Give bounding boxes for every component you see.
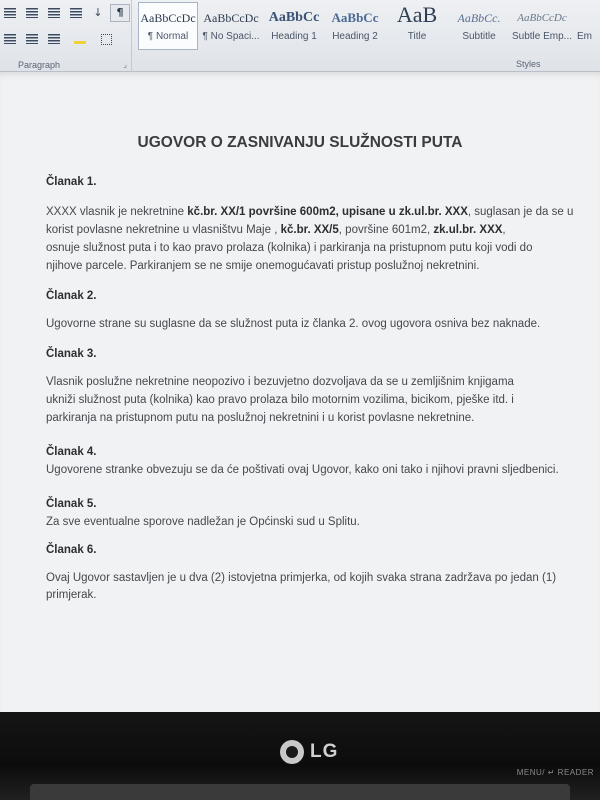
align-right-button[interactable]	[0, 30, 20, 48]
style-name: Em	[577, 31, 592, 42]
article-3-line-3: parkiranja na pristupnom putu na poslužnoj nekretnini i u korist povlasne nekretnine.	[46, 412, 475, 424]
article-2-line-1: Ugovorne strane su suglasne da se služnost puta iz članka 2. ovog ugovora osniva bez naknade.	[46, 318, 541, 330]
sort-button[interactable]	[88, 4, 108, 22]
style-name: Subtle Emp...	[511, 31, 573, 42]
bullets-button[interactable]	[0, 4, 20, 22]
style-name: Title	[407, 31, 427, 42]
shading-button[interactable]	[70, 30, 90, 48]
borders-button[interactable]	[96, 30, 116, 48]
styles-gallery	[136, 0, 600, 58]
pilcrow-icon: ¶	[116, 6, 124, 19]
style-name: ¶ Normal	[147, 31, 189, 42]
border-icon	[101, 34, 112, 45]
article-2-heading: Članak 2.	[46, 290, 97, 302]
style-sample: AaBbCcDc	[140, 11, 196, 25]
style-sample	[577, 3, 599, 31]
style-sample: AaBbCcDc	[203, 11, 259, 25]
style-title[interactable]	[386, 2, 448, 50]
article-1-heading: Članak 1.	[46, 176, 97, 188]
article-6-line-1: Ovaj Ugovor sastavljen je u dva (2) istovjetna primjerka, od kojih svaka strana zadržava po jedan (1)	[46, 572, 557, 584]
styles-group-label: Styles	[516, 59, 541, 69]
lg-face-icon	[280, 740, 304, 764]
show-formatting-button[interactable]	[110, 4, 130, 22]
style-sample: AaBbCc	[268, 10, 320, 25]
style-emphasis[interactable]	[576, 2, 600, 50]
monitor-controls-label: MENU/ ↵ READER	[516, 768, 594, 777]
justify-button[interactable]	[22, 30, 42, 48]
article-1-line-3: osnuje služnost puta i to kao pravo prolaza (kolnika) i parkiranja na pristupnom putu koji vodi do	[46, 242, 533, 254]
lg-logo	[280, 739, 338, 765]
paint-bucket-icon	[74, 33, 86, 44]
article-6-heading: Članak 6.	[46, 544, 97, 556]
style-heading-2[interactable]	[326, 2, 384, 50]
decrease-indent-button[interactable]	[44, 4, 64, 22]
style-name: Subtitle	[462, 31, 496, 42]
document-page[interactable]	[0, 72, 600, 712]
style-name: Heading 1	[271, 31, 317, 42]
article-1-line-2: korist povlasne nekretnine u vlasništvu Maje , kč.br. XX/5, površine 601m2, zk.ul.br. XXX,	[46, 224, 506, 236]
article-1-line-4: njihove parcele. Parkiranjem se ne smije onemogućavati pristup poslužnoj nekretnini.	[46, 260, 480, 272]
article-3-line-2: ukniži služnost puta (kolnika) kao pravo prolaza bilo motornim vozilima, bicikom, pješke itd. i	[46, 394, 514, 406]
style-no-spacing[interactable]	[200, 2, 262, 50]
article-4-line-1: Ugovorene stranke obvezuju se da će poštivati ovaj Ugovor, kako oni tako i njihovi pravni sljedbenici.	[46, 464, 559, 476]
sort-icon: ↓	[93, 6, 103, 19]
article-3-heading: Članak 3.	[46, 348, 97, 360]
style-sample: AaBbCcDc	[517, 12, 567, 24]
article-3-line-1: Vlasnik poslužne nekretnine neopozivo i bezuvjetno dozvoljava da se u zemljišnim knjigama	[46, 376, 514, 388]
style-subtle-emphasis[interactable]	[510, 2, 574, 50]
style-heading-1[interactable]	[264, 2, 324, 50]
paragraph-group	[0, 0, 132, 72]
paragraph-dialog-launcher[interactable]: ⌟	[123, 60, 127, 69]
article-6-line-2: primjerak.	[46, 589, 97, 601]
style-normal[interactable]	[138, 2, 198, 50]
article-1-line-1: XXXX vlasnik je nekretnine kč.br. XX/1 površine 600m2, upisane u zk.ul.br. XXX, suglasan je da se u	[46, 206, 574, 218]
ribbon	[0, 0, 600, 72]
style-sample: AaB	[396, 2, 438, 27]
article-4-heading: Članak 4.	[46, 446, 97, 458]
article-5-line-1: Za sve eventualne sporove nadležan je Općinski sud u Splitu.	[46, 516, 360, 528]
lg-brand-text: LG	[310, 741, 339, 762]
style-name: ¶ No Spaci...	[202, 31, 260, 42]
multilevel-list-button[interactable]	[22, 4, 42, 22]
style-subtitle[interactable]	[450, 2, 508, 50]
style-sample: AaBbCc.	[457, 11, 501, 25]
paragraph-group-label: Paragraph	[18, 60, 61, 70]
article-5-heading: Članak 5.	[46, 498, 97, 510]
style-sample: AaBbCc	[331, 10, 379, 25]
monitor-stand	[30, 784, 570, 800]
style-name: Heading 2	[332, 31, 378, 42]
line-spacing-button[interactable]	[44, 30, 64, 48]
increase-indent-button[interactable]	[66, 4, 86, 22]
document-title: UGOVOR O ZASNIVANJU SLUŽNOSTI PUTA	[137, 134, 463, 151]
